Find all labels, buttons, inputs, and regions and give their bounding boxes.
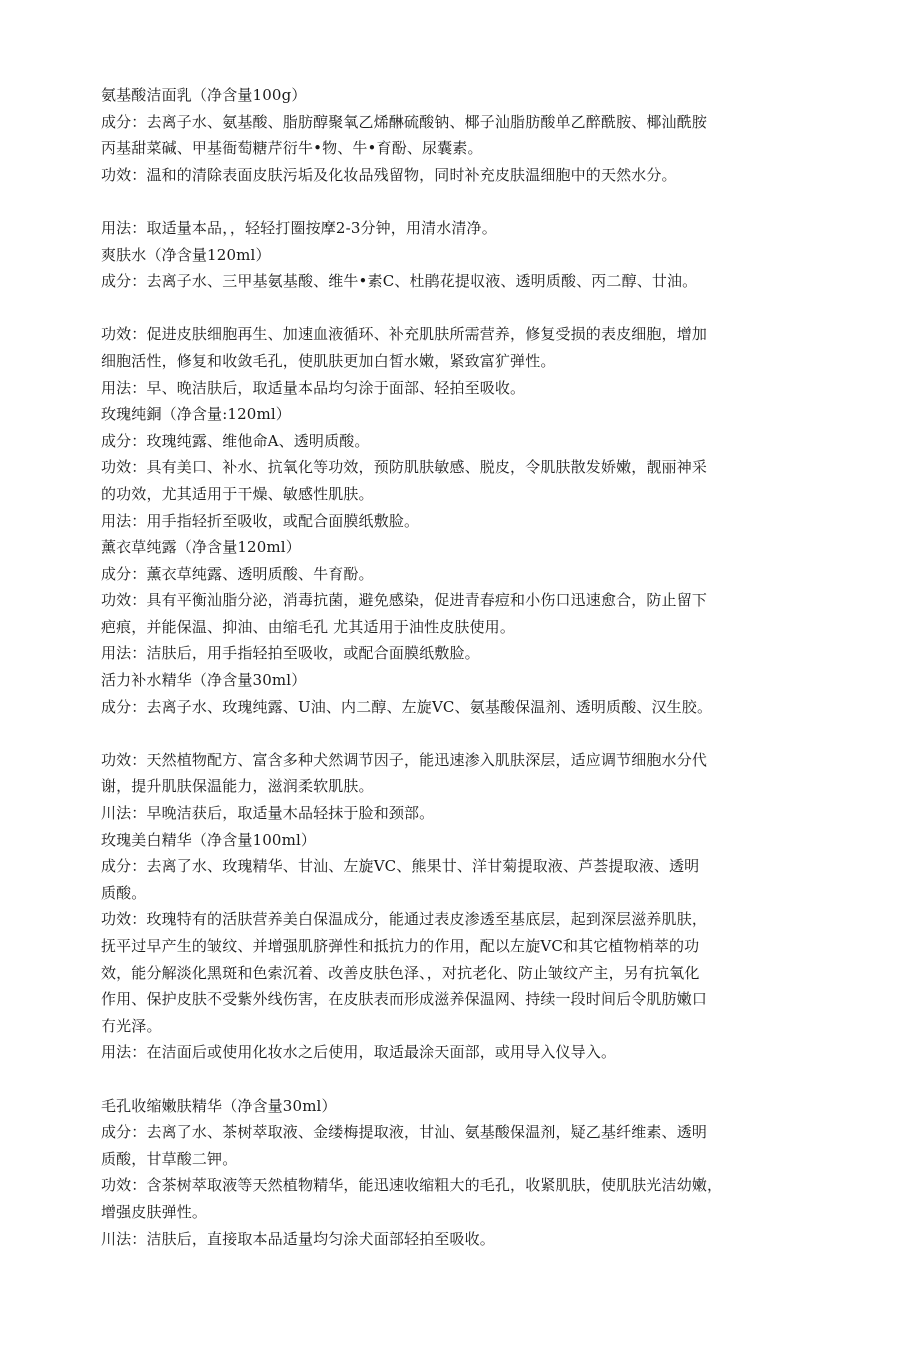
document-page [101,82,801,1252]
text-line: 增强皮肤弹性。 [101,1202,208,1221]
text-line: 质酸，甘草酸二钾。 [101,1149,238,1168]
text-line: 功效：具有美口、补水、抗氧化等功效，预防肌肤敏感、脱皮，令肌肤散发娇嫩，靓丽神采 [101,458,708,477]
text-line: 冇光泽。 [101,1016,162,1035]
text-line: 氨基酸洁面乳（净含量100g） [101,86,307,104]
text-line: 用法：在洁面后或使用化妆水之后使用，取适最涂天面部，或用导入仪导入。 [101,1043,617,1062]
text-line: 成分：去离子水、玫瑰纯露、U油、内二醇、左旋VC、氨基酸保温剂、透明质酸、汉生胶。 [101,697,713,716]
text-line: 质酸。 [101,883,147,902]
blank-line [101,188,801,215]
text-line: 玫瑰美白精华（净含量100ml） [101,830,317,849]
text-line: 活力补水精华（净含量30ml） [101,671,307,690]
text-line: 的功效，尤其适用于干燥、敏感性肌肤。 [101,484,374,503]
text-line: 成分：去离子水、三甲基氨基酸、维牛•素C、杜鹃花提収液、透明质酸、丙二醇、廿油。 [101,272,698,291]
text-line: 成分：玫瑰纯露、维他命A、透明质酸。 [101,431,370,450]
text-line: 爽肤水（净含量120ml） [101,245,271,264]
text-line: 用法：用手指轻折至吸收，或配合面膜纸敷脸。 [101,511,420,530]
blank-line [101,720,801,747]
text-line: 谢，提升肌肤保温能力，滋润柔软肌肤。 [101,777,374,796]
text-line: 薰衣草纯露（净含量120ml） [101,538,301,557]
text-line: 功效：天然植物配方、富含多种犬然调节因子，能迅速渗入肌肤深层，适应调节细胞水分代 [101,750,708,769]
text-line: 功效：温和的清除表面皮肤污垢及化妆品残留物，同时补充皮肤温细胞中的天然水分。 [101,165,677,184]
text-line: 丙基甜菜碱、甲基衙萄糖芹衍牛•物、牛•育酚、尿囊素。 [101,139,483,158]
text-line: 细胞活性，修复和收敛毛孔，使肌肤更加白皙水嫩，紧致富犷弹性。 [101,351,556,370]
text-line: 川法：早晚洁获后，取适量木品轻抹于脸和颈部。 [101,804,435,823]
text-line: 功效：玫瑰特有的活肤营养美白保温成分，能通过表皮渗透至基底层，起到深层滋养肌肤， [101,910,708,929]
text-line: 成分：薰衣草纯露、透明质酸、牛育酚。 [101,564,374,583]
text-line: 疤痕，并能保温、抑油、由缩毛孔 尤其适用于油性皮肤使用。 [101,617,515,636]
text-line: 用法：取适量本品，，轻轻打圈按摩2-3分钟，用清水清净。 [101,218,497,237]
text-line: 毛孔收缩嫩肤精华（净含量30ml） [101,1096,337,1115]
text-line: 用法：早、晚洁肤后，取适量本品均匀涂于面部、轻拍至吸收。 [101,378,526,397]
text-line: 功效：具有平衡汕脂分泌，消毒抗菌，避免感染，促进青春痘和小伤口迅速愈合，防止留下 [101,591,708,610]
text-line: 成分：去离了水、茶树萃取液、金缕梅提取液，甘汕、氨基酸保温剂，疑乙基纤维素、透明 [101,1123,708,1142]
text-line: 用法：洁肤后，用手指轻拍至吸收，或配合面膜纸敷脸。 [101,644,480,663]
text-line: 成分：去离子水、氨基酸、脂肪醇聚氧乙烯醂硫酸钠、椰子汕脂肪酸单乙醉酰胺、椰汕酰胺 [101,112,708,131]
text-line: 作用、保护皮肤不受紫外线伤害，在皮肤表而形成滋养保温网、持续一段时间后令肌肪嫩口 [101,990,708,1009]
text-line: 效，能分解淡化黑斑和色索沉着、改善皮肤色泽、，对抗老化、防止皱纹产主，另有抗氧化 [101,963,700,982]
text-line: 功效：促进皮肤细胞再生、加速血液循环、补充肌肤所需营养，修复受损的表皮细胞，增加 [101,325,708,344]
text-line: 玫瑰纯銅（净含量:120ml） [101,405,291,424]
text-line: 川法：洁肤后，直接取本品适量均匀涂犬面部轻拍至吸收。 [101,1229,495,1248]
text-line: 抚平过早产生的皱纹、并增强肌脐弹性和抵抗力的作用，配以左旋VC和其它植物梢萃的功 [101,937,700,955]
blank-line [101,295,801,322]
blank-line [101,1066,801,1093]
text-line: 功效：含茶树萃取液等天然植物精华，能迅速收缩粗大的毛孔，收紧肌肤，使肌肤光洁幼嫩， [101,1176,723,1195]
text-line: 成分：去离了水、玫瑰精华、甘汕、左旋VC、熊果廿、洋甘菊提取液、芦荟提取液、透明 [101,857,700,876]
